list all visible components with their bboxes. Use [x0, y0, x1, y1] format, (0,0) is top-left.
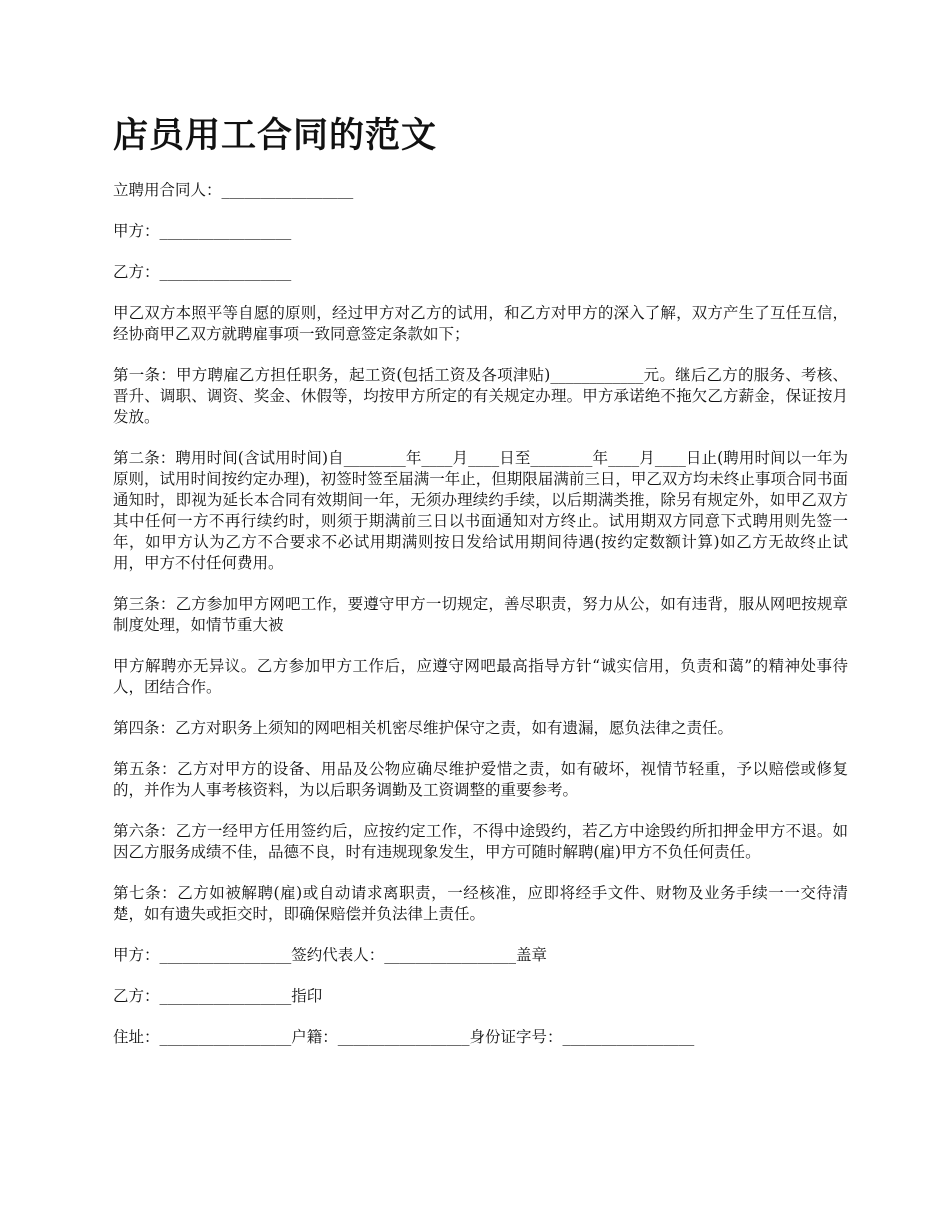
article-2: 第二条：聘用时间(含试用时间)自________年____月____日至________年____月____日止(聘用时间以一年为原则，试用时间按约定办理)，初签时签至届满一年止，但期限届满前三日，甲乙双方均未终止事项合同书面通知时，即视为延长本合同有效期间一年，无须办理续约手续，以后期满类推，除另有规定外，如甲乙双方其中任何一方不再行续约时，则须于期满前三日以书面通知对方终止。试用期双方同意下式聘用则先签一年，如甲方认为乙方不合要求不必试用期满则按日发给试用期间待遇(按约定数额计算)如乙方无故终止试用，甲方不付任何费用。 — [113, 449, 848, 572]
document-page — [113, 112, 848, 1068]
article-7: 第七条：乙方如被解聘(雇)或自动请求离职责，一经核准，应即将经手文件、财物及业务手续一一交待清楚，如有遗失或拒交时，即确保赔偿并负法律上责任。 — [113, 884, 848, 923]
article-6: 第六条：乙方一经甲方任用签约后，应按约定工作，不得中途毁约，若乙方中途毁约所扣押金甲方不退。如因乙方服务成绩不佳，品德不良，时有违规现象发生，甲方可随时解聘(雇)甲方不负任何责任。 — [113, 822, 848, 861]
intro-paragraph: 甲乙双方本照平等自愿的原则，经过甲方对乙方的试用，和乙方对甲方的深入了解，双方产生了互任互信，经协商甲乙双方就聘雇事项一致同意签定条款如下； — [113, 304, 848, 343]
address-line: 住址：_________________户籍：_________________身份证字号：_________________ — [113, 1028, 695, 1046]
article-1: 第一条：甲方聘雇乙方担任职务，起工资(包括工资及各项津贴)____________元。继后乙方的服务、考核、晋升、调职、调资、奖金、休假等，均按甲方所定的有关规定办理。甲方承诺绝不拖欠乙方薪金，保证按月发放。 — [113, 366, 848, 426]
article-3-continued: 甲方解聘亦无异议。乙方参加甲方工作后，应遵守网吧最高指导方针“诚实信用，负责和蔼”的精神处事待人，团结合作。 — [113, 657, 848, 696]
party-b-line: 乙方：_________________ — [113, 263, 292, 281]
contract-party-line: 立聘用合同人：_________________ — [113, 181, 354, 199]
signature-party-a: 甲方：_________________签约代表人：_________________盖章 — [113, 946, 548, 964]
party-a-line: 甲方：_________________ — [113, 222, 292, 240]
article-3: 第三条：乙方参加甲方网吧工作，要遵守甲方一切规定，善尽职责，努力从公，如有违背，服从网吧按规章制度处理，如情节重大被 — [113, 595, 848, 634]
article-4: 第四条：乙方对职务上须知的网吧相关机密尽维护保守之责，如有遗漏，愿负法律之责任。 — [113, 719, 734, 737]
signature-party-b: 乙方：_________________指印 — [113, 987, 323, 1005]
article-5: 第五条：乙方对甲方的设备、用品及公物应确尽维护爱惜之责，如有破坏，视情节轻重，予以赔偿或修复的，并作为人事考核资料，为以后职务调勤及工资调整的重要参考。 — [113, 760, 848, 799]
document-title: 店员用工合同的范文 — [113, 115, 438, 156]
